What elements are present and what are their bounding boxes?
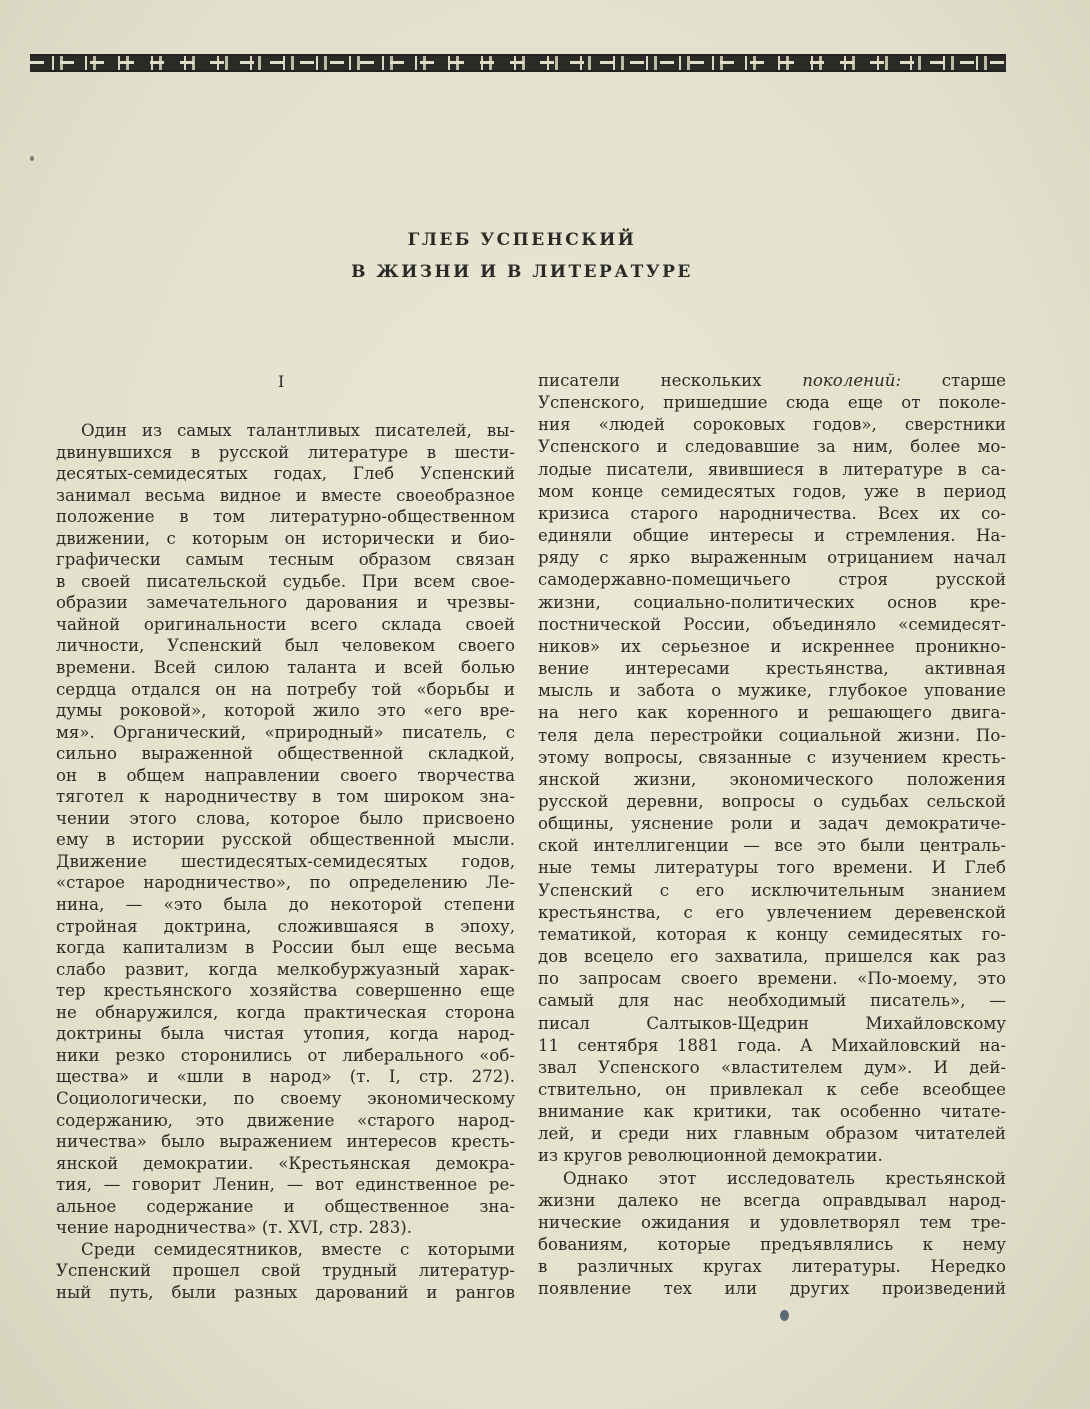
text-line: мом конце семидесятых годов, уже в период xyxy=(538,481,1006,501)
text-line: появление тех или других произведений xyxy=(538,1279,1006,1299)
text-line: крестьянства, с его увлечением деревенской xyxy=(538,902,1006,922)
text-line: этому вопросы, связанные с изучением кресть- xyxy=(538,747,1006,767)
text-line xyxy=(538,370,1006,392)
text-line: ничества» было выражением интересов кресть- xyxy=(56,1132,515,1152)
text-line: самый для нас необходимый писатель», — xyxy=(538,991,1006,1011)
text-line: Успенского и следовавшие за ним, более мо- xyxy=(538,437,1006,457)
article-title: ГЛЕБ УСПЕНСКИЙ xyxy=(407,230,637,250)
text-line: тематикой, которая к концу семидесятых го- xyxy=(538,924,1006,944)
text-line: когда капитализм в России был еще весьма xyxy=(56,938,515,958)
text-line: сердца отдался он на потребу той «борьбы и xyxy=(56,679,515,699)
text-line: мя». Органический, «природный» писатель, с xyxy=(56,722,515,742)
text-line: ников» их серьезное и искреннее проникно- xyxy=(538,636,1006,656)
text-line: Однако этот исследователь крестьянской xyxy=(563,1168,1006,1188)
text-line: тер крестьянского хозяйства совершенно еще xyxy=(56,981,515,1001)
text-line: единяли общие интересы и стремления. На- xyxy=(538,526,1006,546)
text-fragment: писатели нескольких xyxy=(538,371,803,390)
text-line: мысль и забота о мужике, глубокое упование xyxy=(538,681,1006,701)
text-line: янской демократии. «Крестьянская демокра- xyxy=(56,1153,515,1173)
text-line: движении, с которым он исторически и био- xyxy=(56,528,515,548)
text-line: лей, и среди них главным образом читателей xyxy=(538,1124,1006,1144)
text-line: постнической России, объединяло «семидесят- xyxy=(538,614,1006,634)
text-line: на него как коренного и решающего двига- xyxy=(538,703,1006,723)
text-line: общины, уяснение роли и задач демократиче- xyxy=(538,814,1006,834)
text-line: личности, Успенский был человеком своего xyxy=(56,636,515,656)
italic-text: поколений: xyxy=(802,371,902,390)
text-line: внимание как критики, так особенно читате- xyxy=(538,1102,1006,1122)
text-line: кризиса старого народничества. Всех их со- xyxy=(538,503,1006,523)
text-line: ряду с ярко выраженным отрицанием начал xyxy=(538,548,1006,568)
text-line: жизни, социально-политических основ кре- xyxy=(538,592,1006,612)
text-line: Один из самых талантливых писателей, вы- xyxy=(81,421,515,440)
text-line: щества» и «шли в народ» (т. I, стр. 272). xyxy=(56,1067,515,1087)
text-line: слабо развит, когда мелкобуржуазный харак- xyxy=(56,959,515,979)
section-number: I xyxy=(278,372,285,391)
text-line: тия, — говорит Ленин, — вот единственное ре- xyxy=(56,1175,515,1195)
text-line: теля дела перестройки социальной жизни. По- xyxy=(538,725,1006,745)
text-line: Успенский с его исключительным знанием xyxy=(538,880,1006,900)
text-line: в своей писательской судьбе. При всем свое- xyxy=(56,571,515,591)
text-line: сильно выраженной общественной складкой, xyxy=(56,744,515,764)
text-line: доктрины была чистая утопия, когда народ- xyxy=(56,1024,515,1044)
text-line: тяготел к народничеству в том широком зна- xyxy=(56,787,515,807)
text-line: двинувшихся в русской литературе в шести- xyxy=(56,442,515,462)
text-line: чайной оригинальности всего склада своей xyxy=(56,614,515,634)
text-line: в различных кругах литературы. Нередко xyxy=(538,1257,1006,1277)
text-line: бованиям, которые предъявлялись к нему xyxy=(538,1235,1006,1255)
text-line: не обнаружился, когда практическая сторона xyxy=(56,1002,515,1022)
text-line: звал Успенского «властителем дум». И дей- xyxy=(538,1057,1006,1077)
text-line: Среди семидесятников, вместе с которыми xyxy=(81,1239,515,1259)
text-line: нина, — «это была до некоторой степени xyxy=(56,895,515,915)
text-line: янской жизни, экономического положения xyxy=(538,769,1006,789)
text-line: времени. Всей силою таланта и всей болью xyxy=(56,658,515,678)
text-line: Социологически, по своему экономическому xyxy=(56,1088,515,1108)
text-line: чении этого слова, которое было присвоено xyxy=(56,808,515,828)
ink-spot xyxy=(780,1310,789,1321)
text-line: ния «людей сороковых годов», сверстники xyxy=(538,415,1006,435)
text-line: ный путь, были разных дарований и рангов xyxy=(56,1282,515,1302)
text-line: 11 сентября 1881 года. А Михайловский на- xyxy=(538,1035,1006,1055)
text-line: графически самым тесным образом связан xyxy=(56,550,515,570)
text-line: ской интеллигенции — все это были централь- xyxy=(538,836,1006,856)
text-fragment: старше xyxy=(901,371,1006,390)
text-line: дов всецело его захватила, пришелся как раз xyxy=(538,947,1006,967)
text-line: чение народничества» (т. XVI, стр. 283). xyxy=(56,1218,413,1238)
text-line: содержанию, это движение «старого народ- xyxy=(56,1110,515,1130)
text-line: русской деревни, вопросы о судьбах сельской xyxy=(538,791,1006,811)
text-line: думы роковой», которой жило это «его вре- xyxy=(56,701,515,721)
text-line: ствительно, он привлекал к себе всеобщее xyxy=(538,1080,1006,1099)
ink-spot xyxy=(30,156,34,161)
text-line: десятых-семидесятых годах, Глеб Успенский xyxy=(56,464,515,484)
text-line: самодержавно-помещичьего строя русской xyxy=(538,570,1006,590)
text-line: ему в истории русской общественной мысли. xyxy=(56,830,515,850)
text-line: ники резко сторонились от либерального «об- xyxy=(56,1045,515,1065)
text-line: лодые писатели, явившиеся в литературе в са- xyxy=(538,459,1006,479)
text-line: ные темы литературы того времени. И Глеб xyxy=(538,858,1006,878)
text-line: жизни далеко не всегда оправдывал народ- xyxy=(538,1190,1006,1210)
text-line: он в общем направлении своего творчества xyxy=(56,765,515,785)
text-line: занимал весьма видное и вместе своеобразное xyxy=(56,485,515,505)
article-subtitle: В ЖИЗНИ И В ЛИТЕРАТУРЕ xyxy=(351,262,693,282)
left-column xyxy=(56,420,515,1303)
text-line: вение интересами крестьянства, активная xyxy=(538,659,1006,679)
text-line: нические ожидания и удовлетворял тем тре- xyxy=(538,1212,1006,1232)
right-column xyxy=(538,370,1006,1301)
text-line: образии замечательного дарования и чрезвы- xyxy=(56,593,515,613)
text-line: из кругов революционной демократии. xyxy=(538,1146,883,1166)
text-line: Движение шестидесятых-семидесятых годов, xyxy=(56,851,515,871)
text-line: Успенский прошел свой трудный литератур- xyxy=(56,1261,515,1281)
text-line: по запросам своего времени. «По-моему, это xyxy=(538,969,1006,989)
text-line: положение в том литературно-общественном xyxy=(56,507,515,527)
text-line: стройная доктрина, сложившаяся в эпоху, xyxy=(56,916,515,936)
ornamental-header-border xyxy=(30,54,1006,72)
text-line: писал Салтыков-Щедрин Михайловскому xyxy=(538,1013,1006,1033)
text-line: альное содержание и общественное зна- xyxy=(56,1196,515,1216)
text-line: Успенского, пришедшие сюда еще от поколе- xyxy=(538,393,1006,413)
text-line: «старое народничество», по определению Ле- xyxy=(56,873,515,893)
